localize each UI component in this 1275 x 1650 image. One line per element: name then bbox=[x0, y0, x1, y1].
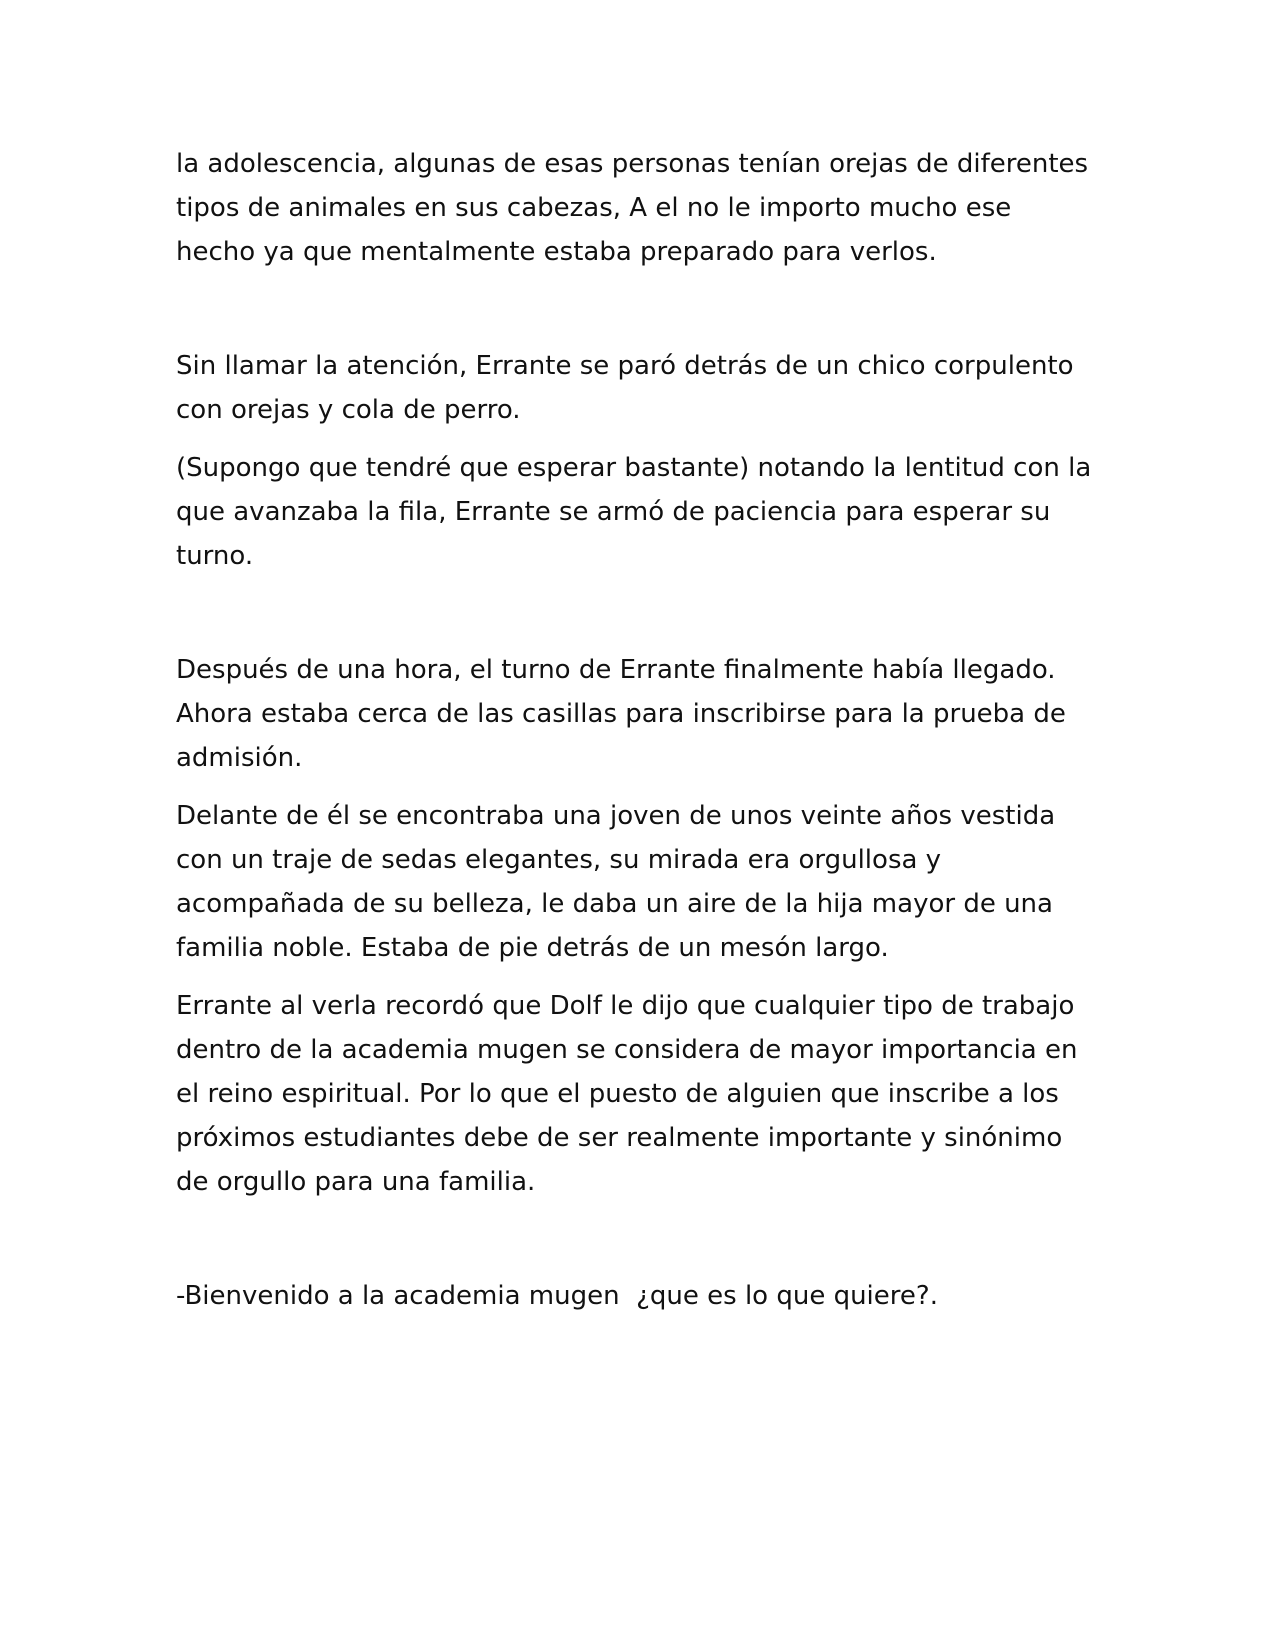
paragraph-6: Errante al verla recordó que Dolf le dijo que cualquier tipo de trabajo dentro de la academia mugen se considera de mayor importancia en el reino espiritual. Por lo que el puesto de alguien que inscribe a los próximos estudiantes debe de ser realmente importante y sinónimo de orgullo para una familia. bbox=[176, 991, 1078, 1197]
paragraph-spacer bbox=[176, 970, 1096, 984]
paragraph-spacer bbox=[176, 578, 1096, 648]
paragraph-spacer bbox=[176, 274, 1096, 344]
paragraph-1: la adolescencia, algunas de esas personas tenían orejas de diferentes tipos de animales en sus cabezas, A el no le importo mucho ese hecho ya que mentalmente estaba preparado para verlos. bbox=[176, 149, 1089, 267]
paragraph-5: Delante de él se encontraba una joven de unos veinte años vestida con un traje de sedas elegantes, su mirada era orgullosa y acompañada de su belleza, le daba un aire de la hija mayor de una familia noble. Estaba de pie detrás de un mesón largo. bbox=[176, 801, 1056, 963]
paragraph-3: (Supongo que tendré que esperar bastante) notando la lentitud con la que avanzaba la fila, Errante se armó de paciencia para esperar su turno. bbox=[176, 453, 1092, 571]
document-body bbox=[176, 142, 1096, 1318]
paragraph-spacer bbox=[176, 1204, 1096, 1274]
paragraph-spacer bbox=[176, 780, 1096, 794]
paragraph-7-dialogue: -Bienvenido a la academia mugen ¿que es lo que quiere?. bbox=[176, 1281, 938, 1311]
paragraph-2: Sin llamar la atención, Errante se paró detrás de un chico corpulento con orejas y cola de perro. bbox=[176, 351, 1074, 425]
paragraph-4: Después de una hora, el turno de Errante finalmente había llegado. Ahora estaba cerca de las casillas para inscribirse para la prueba de admisión. bbox=[176, 655, 1066, 773]
paragraph-spacer bbox=[176, 432, 1096, 446]
